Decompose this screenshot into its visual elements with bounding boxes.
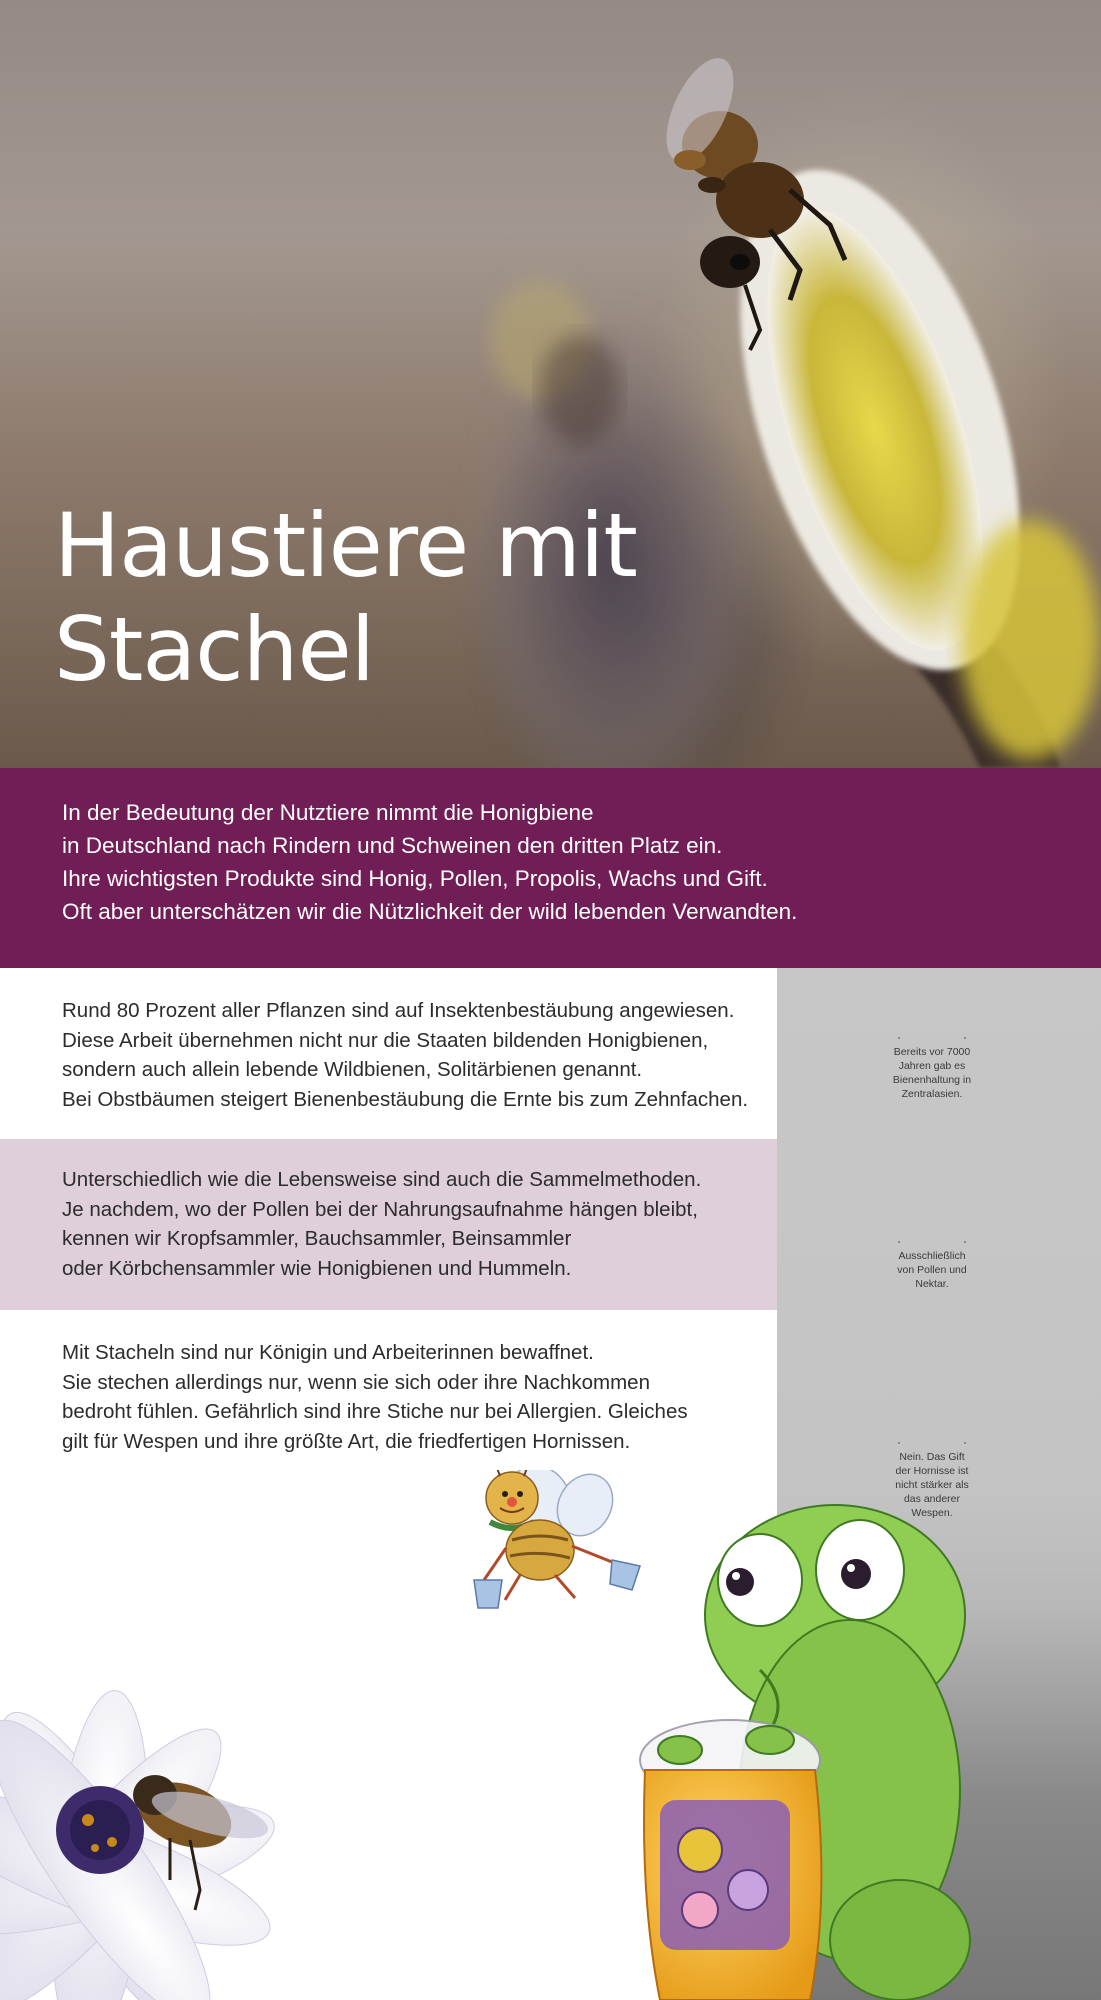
paragraph-line: Bei Obstbäumen steigert Bienenbestäubung die Ernte bis zum Zehnfachen. bbox=[62, 1087, 749, 1111]
collecting-methods-section bbox=[0, 1139, 777, 1310]
pollination-section bbox=[0, 968, 777, 1139]
note-line: Nektar. bbox=[915, 1278, 949, 1290]
note-marker bbox=[877, 1442, 987, 1450]
intro-line: in Deutschland nach Rindern und Schweinen den dritten Platz ein. bbox=[62, 833, 723, 858]
page-title-line-1: Haustiere mit bbox=[54, 494, 637, 597]
note-line: Zentralasien. bbox=[901, 1088, 963, 1100]
hero-photo-section bbox=[0, 0, 1101, 768]
note-line: Bienenhaltung in bbox=[892, 1074, 972, 1086]
note-line: Bereits vor 7000 bbox=[893, 1046, 971, 1058]
paragraph-line: Rund 80 Prozent aller Pflanzen sind auf Insektenbestäubung angewiesen. bbox=[62, 999, 735, 1022]
note-line: von Pollen und bbox=[897, 1264, 967, 1276]
note-line: Nein. Das Gift bbox=[899, 1451, 965, 1463]
sidebar-note bbox=[877, 1241, 987, 1291]
paragraph-line: Diese Arbeit übernehmen nicht nur die Staaten bildenden Honigbienen, bbox=[62, 1028, 709, 1052]
paragraph-line: Unterschiedlich wie die Lebensweise sind auch die Sammelmethoden. bbox=[62, 1168, 702, 1191]
paragraph-line: sondern auch allein lebende Wildbienen, Solitärbienen genannt. bbox=[62, 1058, 643, 1081]
paragraph-line: Sie stechen allerdings nur, wenn sie sich oder ihre Nachkommen bbox=[62, 1370, 650, 1394]
intro-band bbox=[0, 768, 1101, 968]
cartoon-frog-with-honey-jar bbox=[640, 1505, 970, 2000]
paragraph-line: gilt für Wespen und ihre größte Art, die friedfertigen Hornissen. bbox=[62, 1429, 631, 1453]
sidebar-note bbox=[877, 1037, 987, 1101]
note-marker bbox=[877, 1241, 987, 1249]
intro-line: In der Bedeutung der Nutztiere nimmt die Honigbiene bbox=[62, 800, 594, 825]
note-line: das anderer bbox=[903, 1493, 961, 1505]
note-line: Wespen. bbox=[911, 1507, 953, 1519]
intro-line: Ihre wichtigsten Produkte sind Honig, Pollen, Propolis, Wachs und Gift. bbox=[62, 866, 768, 891]
bottom-illustrations bbox=[0, 1470, 1101, 2000]
paragraph-line: kennen wir Kropfsammler, Bauchsammler, Beinsammler bbox=[62, 1227, 572, 1250]
paragraph-line: Mit Stacheln sind nur Königin und Arbeiterinnen bewaffnet. bbox=[62, 1341, 594, 1364]
bee-on-daisy-photo bbox=[0, 1687, 286, 2000]
note-line: Jahren gab es bbox=[898, 1060, 966, 1072]
page-title-line-2: Stachel bbox=[54, 598, 375, 701]
note-line: der Hornisse ist bbox=[895, 1465, 969, 1477]
note-line: Ausschließlich bbox=[898, 1250, 966, 1262]
intro-line: Oft aber unterschätzen wir die Nützlichkeit der wild lebenden Verwandten. bbox=[62, 899, 798, 924]
page-title bbox=[54, 494, 694, 702]
note-line: nicht stärker als bbox=[895, 1479, 969, 1491]
note-marker bbox=[877, 1037, 987, 1045]
stinger-section bbox=[0, 1310, 777, 1470]
paragraph-line: oder Körbchensammler wie Honigbienen und Hummeln. bbox=[62, 1256, 572, 1280]
paragraph-line: Je nachdem, wo der Pollen bei der Nahrungsaufnahme hängen bleibt, bbox=[62, 1197, 698, 1221]
cartoon-bee-with-buckets bbox=[474, 1470, 640, 1608]
paragraph-line: bedroht fühlen. Gefährlich sind ihre Stiche nur bei Allergien. Gleiches bbox=[62, 1400, 688, 1423]
